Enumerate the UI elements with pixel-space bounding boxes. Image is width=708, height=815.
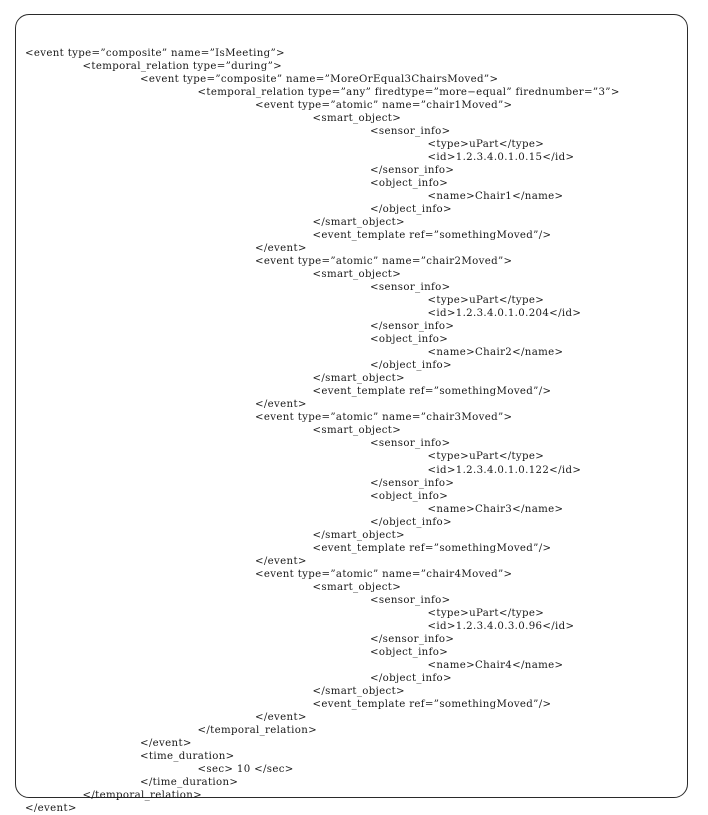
code-line: <event type=”atomic” name=”chair3Moved”>	[255, 412, 513, 424]
code-line: <temporal_relation type=”any” firedtype=”more−equal” firednumber=”3”>	[197, 87, 620, 99]
code-line: <sensor_info>	[370, 282, 451, 294]
code-line: <sensor_info>	[370, 594, 451, 606]
code-line: </smart_object>	[312, 529, 405, 541]
code-line: </smart_object>	[312, 373, 405, 385]
code-line: <temporal_relation type=”during”>	[82, 61, 283, 73]
code-line: </smart_object>	[312, 685, 405, 697]
code-line: </sensor_info>	[370, 321, 455, 333]
code-line: <object_info>	[370, 178, 449, 190]
code-line: </object_info>	[370, 516, 452, 528]
code-line: <smart_object>	[312, 425, 402, 437]
code-line: <smart_object>	[312, 113, 402, 125]
code-line: </object_info>	[370, 204, 452, 216]
code-line: <name>Chair4</name>	[427, 659, 564, 671]
code-line: </event>	[255, 555, 307, 567]
code-line: <object_info>	[370, 334, 449, 346]
code-line: </temporal_relation>	[82, 789, 203, 801]
xml-listing	[16, 47, 687, 815]
code-line: <object_info>	[370, 490, 449, 502]
code-line: </event>	[255, 711, 307, 723]
code-line: <id>1.2.3.4.0.1.0.15</id>	[427, 152, 575, 164]
code-line: <type>uPart</type>	[427, 139, 545, 151]
code-line: </sensor_info>	[370, 477, 455, 489]
code-line: <event_template ref=”somethingMoved”/>	[312, 230, 552, 242]
code-line: <type>uPart</type>	[427, 451, 545, 463]
code-line: </smart_object>	[312, 217, 405, 229]
code-line: <event type=”atomic” name=”chair4Moved”>	[255, 568, 513, 580]
code-line: </object_info>	[370, 360, 452, 372]
code-line: <event type=”atomic” name=”chair1Moved”>	[255, 100, 513, 112]
xml-listing-frame	[15, 14, 688, 814]
code-line: <name>Chair2</name>	[427, 347, 564, 359]
code-line: <sec> 10 </sec>	[197, 763, 294, 775]
code-line: </object_info>	[370, 672, 452, 684]
code-line: </event>	[255, 243, 307, 255]
code-line: <sensor_info>	[370, 126, 451, 138]
code-line: <id>1.2.3.4.0.1.0.204</id>	[427, 308, 582, 320]
code-line: <event type=”composite” name=”IsMeeting”>	[25, 48, 285, 59]
code-line: <event_template ref=”somethingMoved”/>	[312, 698, 552, 710]
code-line: </temporal_relation>	[197, 724, 318, 736]
code-line: <event type=”atomic” name=”chair2Moved”>	[255, 256, 513, 268]
code-line: <time_duration>	[140, 750, 235, 762]
code-line: <event_template ref=”somethingMoved”/>	[312, 542, 552, 554]
code-line: <sensor_info>	[370, 438, 451, 450]
code-line: <id>1.2.3.4.0.1.0.122</id>	[427, 464, 582, 476]
code-line: <smart_object>	[312, 581, 402, 593]
code-line: </time_duration>	[140, 776, 239, 788]
code-line: <smart_object>	[312, 269, 402, 281]
code-line: </sensor_info>	[370, 165, 455, 177]
code-line: <type>uPart</type>	[427, 295, 545, 307]
code-line: <object_info>	[370, 646, 449, 658]
code-line: <name>Chair1</name>	[427, 191, 564, 203]
code-line: </event>	[255, 399, 307, 411]
code-line: <event_template ref=”somethingMoved”/>	[312, 386, 552, 398]
code-line: <name>Chair3</name>	[427, 503, 564, 515]
code-line: <id>1.2.3.4.0.3.0.96</id>	[427, 620, 575, 632]
code-line: </event>	[140, 737, 192, 749]
code-line: <event type=”composite” name=”MoreOrEqual3ChairsMoved”>	[140, 74, 499, 86]
code-line: </event>	[25, 802, 77, 814]
code-line: <type>uPart</type>	[427, 607, 545, 619]
code-line: </sensor_info>	[370, 633, 455, 645]
